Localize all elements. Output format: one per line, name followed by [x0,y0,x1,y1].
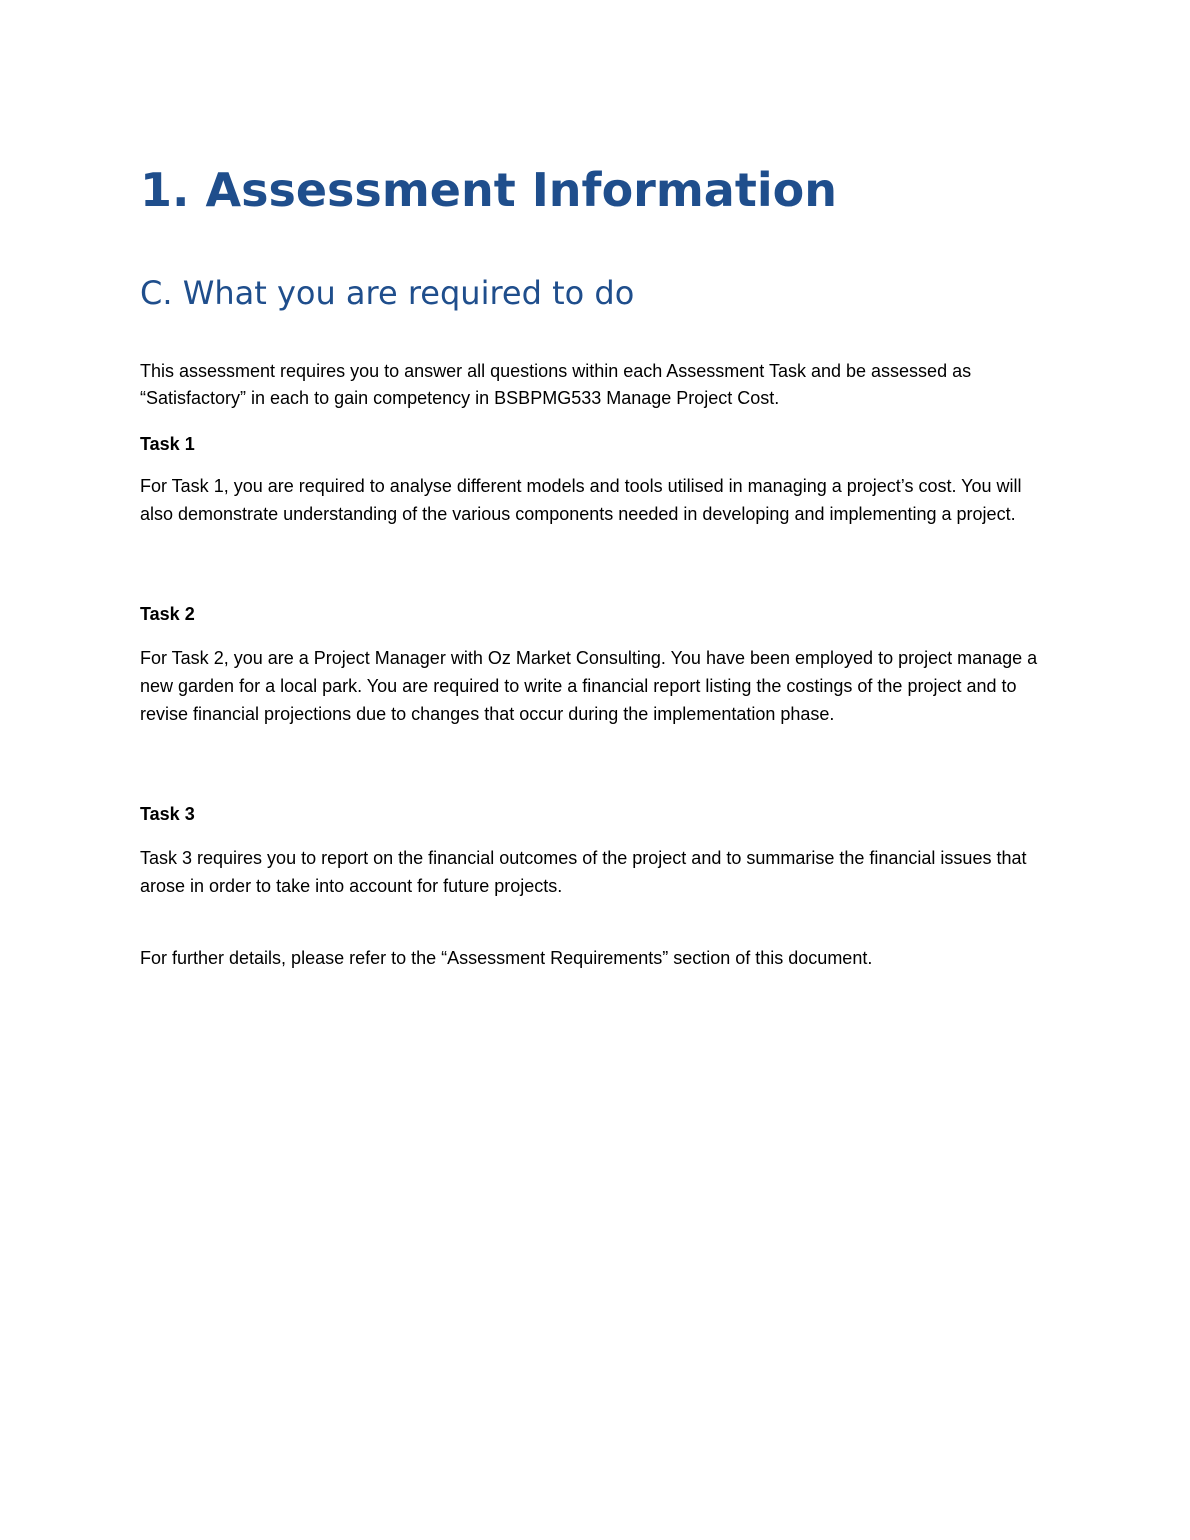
further-details-note: For further details, please refer to the “Assessment Requirements” section of this document. [140,948,873,968]
task-1-description: For Task 1, you are required to analyse different models and tools utilised in managing a project’s cost. You will also demonstrate understanding of the various components needed in developing and implementing a project. [140,476,1022,524]
page-title: 1. Assessment Information [140,163,837,217]
section-title: C. What you are required to do [140,274,635,312]
task-3-description: Task 3 requires you to report on the financial outcomes of the project and to summarise the financial issues that arose in order to take into account for future projects. [140,848,1027,896]
task-2-heading: Task 2 [140,604,195,624]
intro-paragraph: This assessment requires you to answer all questions within each Assessment Task and be assessed as “Satisfactory” in each to gain competency in BSBPMG533 Manage Project Cost. [140,361,972,408]
task-2-description: For Task 2, you are a Project Manager with Oz Market Consulting. You have been employed to project manage a new garden for a local park. You are required to write a financial report listing the costings of the project and to revise financial projections due to changes that occur during the implementation phase. [140,648,1038,724]
task-1-heading: Task 1 [140,434,195,454]
task-3-heading: Task 3 [140,804,195,824]
